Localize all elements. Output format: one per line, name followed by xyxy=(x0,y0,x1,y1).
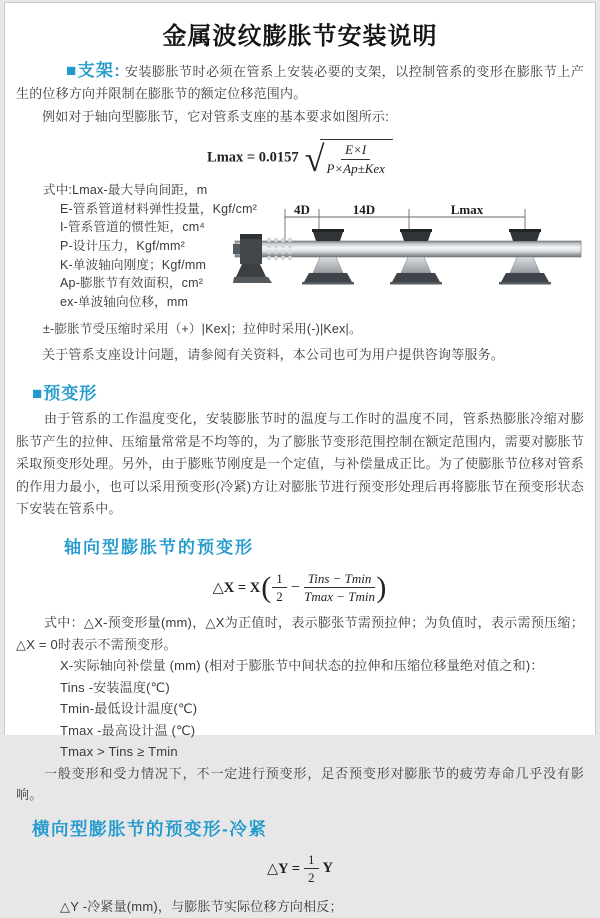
close-paren: ) xyxy=(376,570,387,604)
lmax-formula xyxy=(16,139,584,180)
parameter-item: ex-单波轴向位移，mm xyxy=(60,294,189,309)
radical-glyph: √ xyxy=(304,139,325,180)
temperature-fraction xyxy=(304,571,376,605)
dimension-label-4d: 4D xyxy=(294,202,310,218)
dx-formula-lhs: △X = X xyxy=(212,579,261,596)
axial-note: Tmax > Tins ≥ Tmin xyxy=(60,744,178,760)
dy-formula-lhs: △Y = xyxy=(267,860,300,877)
lateral-predeform-heading: 横向型膨胀节的预变形-冷紧 xyxy=(32,818,268,839)
half-fraction xyxy=(272,571,287,605)
axial-note: Tmax -最高设计温 (℃) xyxy=(60,722,196,738)
document-page xyxy=(4,2,596,914)
consult-note: 关于管系支座设计问题，请参阅有关资料，本公司也可为用户提供咨询等服务。 xyxy=(42,347,505,363)
axial-predeform-formula xyxy=(16,571,584,605)
temperature-fraction-denominator: Tmax − Tmin xyxy=(304,589,375,605)
parameter-item: 式中:Lmax-最大导向间距，m xyxy=(43,183,208,198)
predeform-body-text: 由于管系的工作温度变化，安装膨胀节时的温度与工作时的温度不同，管系热膨胀冷缩对膨胀节产生的拉伸、压缩量常常是不均等的，为了膨胀节变形范围控制在额定范围内，需要对膨胀节采取预变形处理。另外，由于膨账节刚度是一个定值，与补偿量成正比。为了使膨胀节位移对管系的作用力最小，也可以采用预变形(冷紧)方让对膨胀节进行预变形处理后再将膨胀节在预变形状态下安装在管系中。 xyxy=(16,411,584,517)
lmax-fraction-numerator: E×I xyxy=(341,142,370,160)
parameter-item: E-管系管道材料弹性投量，Kgf/cm² xyxy=(60,201,258,216)
axial-note: Tmin-最低设计温度(℃) xyxy=(60,701,198,717)
support-paragraph xyxy=(16,60,584,105)
minus-operator: − xyxy=(290,578,300,596)
half-numerator: 1 xyxy=(272,571,287,589)
support-intro-text: 安装膨胀节时必须在管系上安装必要的支架，以控制管系的变形在膨胀节上产生的位移方向并限制在膨胀节的额定位移范围内。 xyxy=(16,64,584,101)
parameter-item: I-管系管道的惯性矩，cm⁴ xyxy=(60,220,205,235)
plusminus-note: ±-膨胀节受压缩时采用（+）|Kex|；拉伸时采用(-)|Kex|。 xyxy=(43,322,362,337)
axial-note: 一般变形和受力情况下，不一定进行预变形，足否预变形对膨胀节的疲劳寿命几乎没有影响。 xyxy=(16,765,584,803)
open-paren: ( xyxy=(261,570,272,604)
lateral-predeform-formula xyxy=(16,852,584,886)
pipe-support-diagram xyxy=(233,201,583,301)
parameter-item: K-单波轴向刚度；Kgf/mm xyxy=(60,257,207,272)
dimension-label-14d: 14D xyxy=(352,202,376,218)
parameters-and-diagram xyxy=(16,181,584,311)
dy-half-denominator: 2 xyxy=(308,870,315,886)
parameter-item: Ap-膨胀节有效面积，cm² xyxy=(60,276,204,291)
parameter-item: P-设计压力，Kgf/mm² xyxy=(60,238,186,253)
predeform-section-label: ■预变形 xyxy=(32,384,98,404)
axial-note: 式中：△X-预变形量(mm)，△X为正值时，表示膨张节需预拉伸；为负值时，表示需预压缩；△X = 0时表示不需预变形。 xyxy=(16,615,584,652)
pipe xyxy=(235,241,581,257)
radical-sign xyxy=(304,139,393,180)
lmax-fraction-denominator: P×Ap±Kex xyxy=(326,160,385,176)
axial-note: X-实际轴向补偿量 (mm) (相对于膨胀节中间状态的拉伸和压缩位移量绝对值之和)： xyxy=(60,658,544,674)
page-title: 金属波纹膨胀节安装说明 xyxy=(162,23,438,50)
lmax-formula-lhs: Lmax = 0.0157 xyxy=(207,149,299,166)
dy-formula-rhs: Y xyxy=(322,860,333,877)
half-denominator: 2 xyxy=(276,589,283,605)
radical-content xyxy=(320,139,393,176)
support-example-text: 例如对于轴向型膨胀节，它对管系支座的基本要求如图所示: xyxy=(42,109,390,124)
temperature-fraction-numerator: Tins − Tmin xyxy=(304,571,376,589)
dimension-label-lmax: Lmax xyxy=(450,202,484,218)
axial-predeform-heading: 轴向型膨胀节的预变形 xyxy=(64,537,254,557)
dy-half-numerator: 1 xyxy=(304,852,319,870)
axial-note: Tins -安装温度(℃) xyxy=(60,679,170,695)
lmax-fraction xyxy=(326,142,385,176)
lateral-note: △Y -冷紧量(mm)，与膨胀节实际位移方向相反； xyxy=(60,898,343,914)
support-section-label: ■支架: xyxy=(66,61,121,80)
dy-half-fraction xyxy=(304,852,319,886)
